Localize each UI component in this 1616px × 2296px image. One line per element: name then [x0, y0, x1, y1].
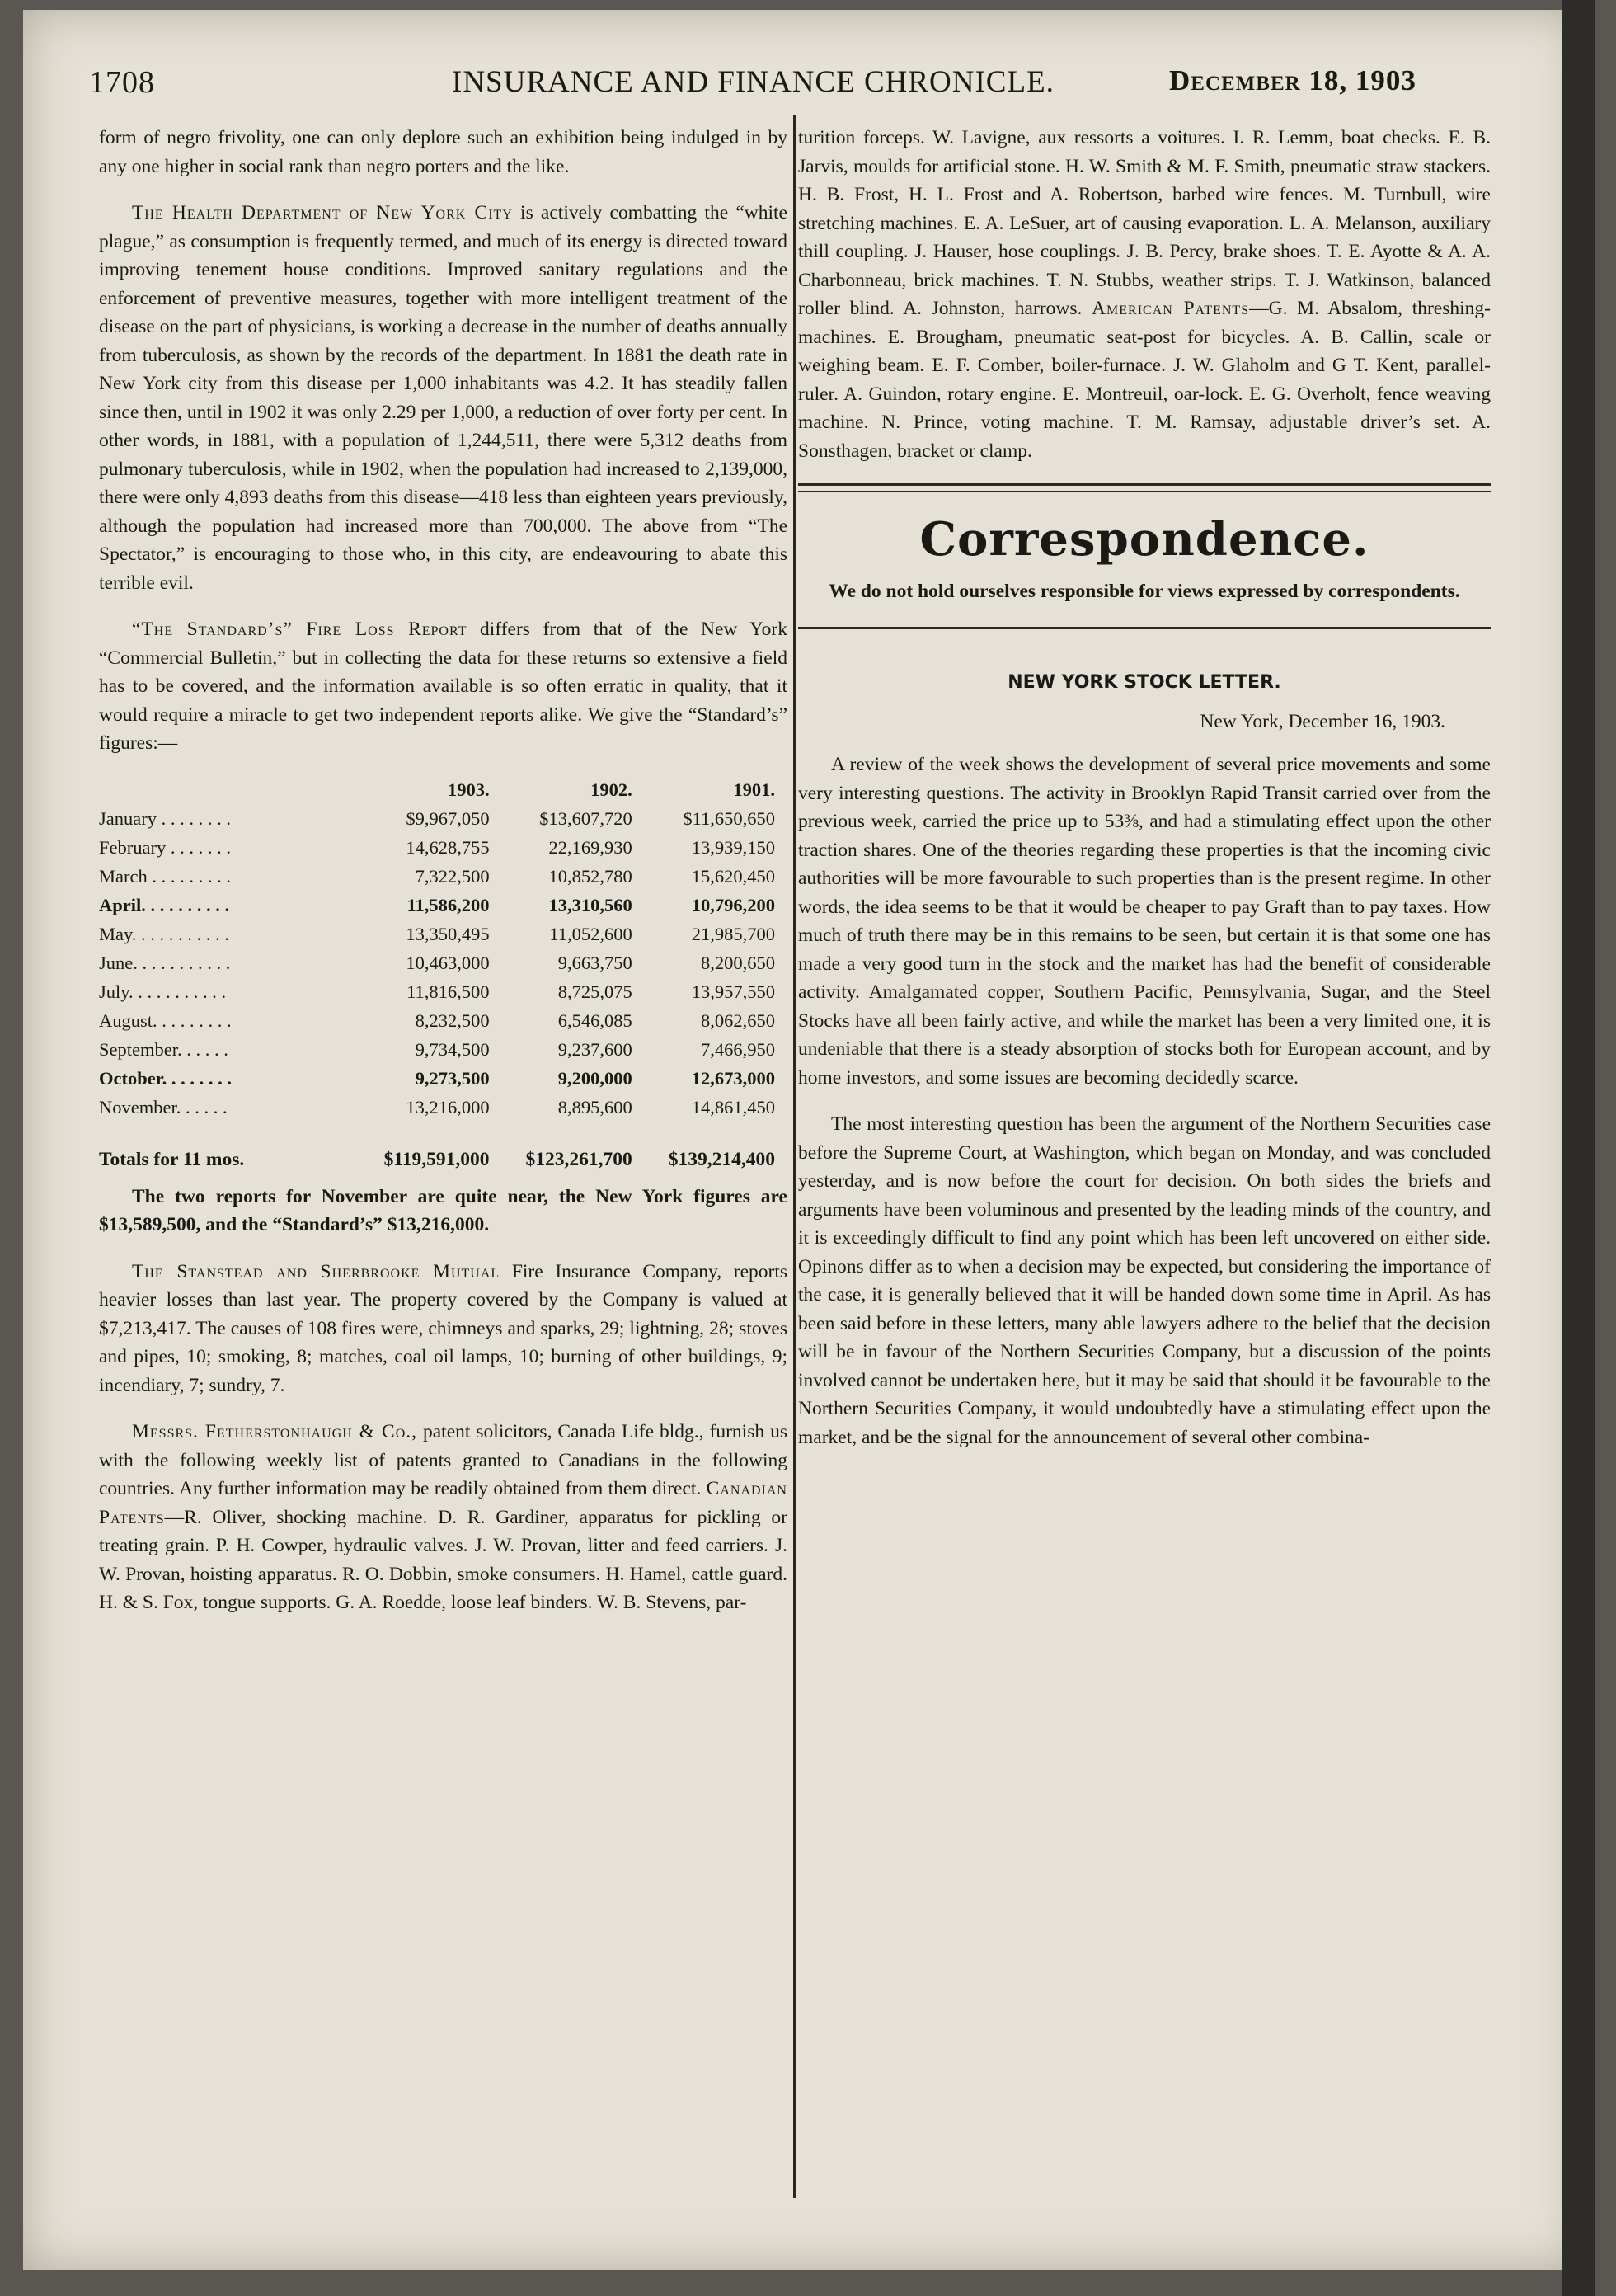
article-lead: Messrs. Fetherstonhaugh & Co.,	[132, 1421, 418, 1442]
column-divider	[793, 115, 796, 2198]
value-1902: 6,546,085	[557, 1009, 632, 1031]
table-header-cell: 1902.	[590, 779, 632, 800]
value-1903: 8,232,500	[415, 1009, 490, 1031]
table-row	[99, 863, 775, 892]
value-1903: 13,216,000	[406, 1096, 490, 1117]
month-cell: January . . . . . . . .	[99, 807, 231, 829]
value-1901: 13,939,150	[691, 836, 775, 858]
binding-edge	[1562, 0, 1595, 2296]
value-1902: 13,310,560	[548, 894, 632, 915]
article-body: Fire Insurance Company, reports heavier losses than last year. The property covered by the Company is valued at $7,213,417. The causes of 108 fires were, chimneys and sparks, 29; lightning, 28; stoves and pipes, 10; smoking, 8; matches, coal oil lamps, 10; burning of other buildings, 9; incendiary, 7; sundry, 7.	[99, 1260, 787, 1396]
page-header	[23, 41, 1581, 99]
page-number: 1708	[89, 65, 155, 100]
article-health-department	[99, 199, 787, 597]
article-lead: The Stanstead and Sherbrooke Mutual	[132, 1260, 500, 1282]
section-lead: American Patents	[1092, 298, 1250, 319]
article-lead: The Health Department of New York City	[132, 202, 513, 223]
value-1902: 11,052,600	[549, 923, 632, 944]
section-rule	[798, 483, 1491, 486]
value-1903: 11,816,500	[406, 981, 490, 1002]
article-lead: “The Standard’s” Fire Loss Report	[132, 619, 467, 640]
stock-letter-paragraph: The most interesting question has been the argument of the Northern Securities case before the Supreme Court, at Washington, which began on Monday, and was concluded yesterday, and is now before the court for decision. On both sides the briefs and arguments have been voluminous and presented by the leading minds of the country, and it is exceedingly difficult to find any point which has been left uncovered on either side. Opinons differ as to when a decision may be expected, but considering the importance of the case, it is generally believed that it will be handed down some time in April. As has been said before in these letters, many able lawyers adhere to the belief that the decision will be in favour of the Northern Securities Company, but a discussion of the points involved cannot be undertaken here, but it may be said that should it be favourable to the Northern Securities Company, it would undoubtedly have a stimulating effect upon the market, and be the signal for the announcement of several other combina-	[798, 1113, 1491, 1448]
value-1903: 14,628,755	[406, 836, 490, 858]
month-cell: April. . . . . . . . . .	[99, 894, 230, 915]
total-1901: $139,214,400	[668, 1148, 775, 1170]
stock-letter-paragraph: A review of the week shows the development of several price movements and some very interesting questions. The activity in Brooklyn Rapid Transit carried over from the previous week, carried the price up to 53⅜, and had a stimulating effect upon the other traction shares. One of the theories regarding these properties is that the incoming civic authorities will be more favourable to such properties than is the present regime. In other words, the idea seems to be that it would be cheaper to pay Graft than to pay taxes. How much of truth there may be in this remains to be seen, but certain it is that some one has made a very good turn in the stock and the market has had the benefit of considerable activity. Amalgamated copper, Southern Pacific, Pennsylvania, Sugar, and the Steel Stocks have all been fairly active, and while the market has been a very limited one, it is undeniable that there is a steady absorption of stocks both for European account, and by home investors, and some issues are becoming decidedly scarce.	[798, 754, 1491, 1089]
article-body: patent solicitors, Canada Life bldg., furnish us with the following weekly list of patents granted to Canadians in the following countries. Any further information may be readily obtained from them direct.	[99, 1421, 787, 1499]
value-1902: 10,852,780	[548, 865, 632, 887]
table-totals-row	[99, 1122, 775, 1174]
stock-letter-dateline: New York, December 16, 1903.	[1200, 710, 1445, 732]
month-cell: February . . . . . . .	[99, 836, 231, 858]
value-1901: 13,957,550	[691, 981, 775, 1002]
table-header-cell	[99, 776, 346, 805]
table-header-row	[99, 776, 775, 805]
value-1901: $11,650,650	[683, 807, 775, 829]
table-row	[99, 834, 775, 863]
value-1902: 9,663,750	[557, 952, 632, 973]
month-cell: October. . . . . . . .	[99, 1067, 233, 1089]
value-1903: 11,586,200	[406, 894, 490, 915]
table-row	[99, 920, 775, 949]
newspaper-page	[23, 10, 1581, 2270]
table-row	[99, 892, 775, 920]
article-patents-continued	[798, 124, 1491, 465]
publication-title: INSURANCE AND FINANCE CHRONICLE.	[452, 65, 1055, 99]
article-fire-loss-report	[99, 615, 787, 758]
table-header-cell: 1903.	[447, 779, 490, 800]
value-1901: 8,062,650	[701, 1009, 775, 1031]
value-1901: 7,466,950	[701, 1038, 775, 1060]
article-stanstead-sherbrooke	[99, 1258, 787, 1400]
value-1901: 14,861,450	[691, 1096, 775, 1117]
value-1902: 22,169,930	[548, 836, 632, 858]
value-1901: 8,200,650	[701, 952, 775, 973]
month-cell: September. . . . . .	[99, 1038, 228, 1060]
value-1901: 12,673,000	[691, 1067, 775, 1089]
issue-date: December 18, 1903	[1169, 64, 1416, 96]
fire-loss-table	[99, 776, 775, 1174]
article-body: turition forceps. W. Lavigne, aux ressorts a voitures. I. R. Lemm, boat checks. E. B. Jarvis, moulds for artificial stone. H. W. Smith & M. F. Smith, pneumatic straw stackers. H. B. Frost, H. L. Frost and A. Robertson, barbed wire fences. M. Turnbull, wire stretching machines. E. A. LeSuer, art of causing evaporation. L. A. Melanson, auxiliary thill coupling. J. Hauser, hose couplings. J. B. Percy, brake shoes. T. E. Ayotte & A. A. Charbonneau, brick machines. T. N. Stubbs, weather strips. T. J. Watkinson, balanced roller blind. A. Johnston, harrows.	[798, 127, 1491, 319]
total-1902: $123,261,700	[525, 1148, 632, 1170]
left-column	[99, 124, 787, 1635]
table-header-cell: 1901.	[733, 779, 775, 800]
table-row	[99, 1065, 775, 1094]
article-body: —G. M. Absalom, threshing-machines. E. Brougham, pneumatic seat-post for bicycles. A. B. Callin, scale or weighing beam. E. F. Comber, boiler-furnace. J. W. Glaholm and G T. Kent, parallel-ruler. A. Guindon, rotary engine. E. Montreuil, oar-lock. E. G. Overholt, fence weaving machine. N. Prince, voting machine. T. M. Ramsay, adjustable driver’s set. A. Sonsthagen, bracket or clamp.	[798, 298, 1491, 462]
table-row	[99, 1094, 775, 1122]
correspondence-heading: Correspondence.	[919, 512, 1369, 567]
correspondence-disclaimer: We do not hold ourselves responsible for views expressed by correspondents.	[829, 580, 1460, 602]
stock-letter-title: NEW YORK STOCK LETTER.	[1008, 672, 1281, 693]
month-cell: July. . . . . . . . . . .	[99, 981, 227, 1002]
value-1901: 15,620,450	[691, 865, 775, 887]
table-row	[99, 1036, 775, 1065]
table-row	[99, 949, 775, 978]
value-1903: 7,322,500	[415, 865, 490, 887]
section-lead: Canadian Patents	[99, 1478, 787, 1528]
value-1902: $13,607,720	[539, 807, 632, 829]
value-1903: 9,734,500	[415, 1038, 490, 1060]
article-body: is actively combatting the “white plague,” as consumption is frequently termed, and much of its energy is directed toward improving tenement house conditions. Improved sanitary regulations and the enforcement of preventive measures, together with more intelligent treatment of the disease on the part of physicians, is working a decrease in the number of deaths annually from tuberculosis, as shown by the records of the department. In 1881 the death rate in New York city from this disease per 1,000 inhabitants was 4.2. It has steadily fallen since then, until in 1902 it was only 2.29 per 1,000, a reduction of over forty per cent. In other words, in 1881, with a population of 1,244,511, there were 5,312 deaths from pulmonary tuberculosis, while in 1902, when the population had increased to 2,139,000, there were only 4,893 deaths from this disease—418 less than eighteen years previously, although the population had increased more than 700,000. The above from “The Spectator,” is encouraging to those who, in this city, are endeavouring to abate this terrible evil.	[99, 202, 787, 594]
month-cell: June. . . . . . . . . . .	[99, 952, 231, 973]
month-cell: November. . . . . .	[99, 1096, 228, 1117]
value-1903: $9,967,050	[406, 807, 490, 829]
value-1902: 8,895,600	[557, 1096, 632, 1117]
article-body: —R. Oliver, shocking machine. D. R. Gardiner, apparatus for pickling or treating grain. P. H. Cowper, hydraulic valves. J. W. Provan, litter and feed carriers. J. W. Provan, hoisting apparatus. R. O. Dobbin, smoke consumers. H. Hamel, cattle guard. H. & S. Fox, tongue supports. G. A. Roedde, loose leaf binders. W. B. Stevens, par-	[99, 1506, 787, 1613]
month-cell: March . . . . . . . . .	[99, 865, 231, 887]
month-cell: August. . . . . . . . .	[99, 1009, 232, 1031]
total-1903: $119,591,000	[383, 1148, 490, 1170]
value-1901: 21,985,700	[691, 923, 775, 944]
table-row	[99, 805, 775, 834]
right-column	[798, 124, 1491, 1470]
value-1903: 13,350,495	[406, 923, 490, 944]
article-patents	[99, 1418, 787, 1617]
value-1902: 8,725,075	[557, 981, 632, 1002]
table-row	[99, 1007, 775, 1036]
section-rule	[798, 627, 1491, 629]
value-1902: 9,237,600	[557, 1038, 632, 1060]
value-1902: 9,200,000	[557, 1067, 632, 1089]
table-row	[99, 978, 775, 1007]
article-body: differs from that of the New York “Commercial Bulletin,” but in collecting the data for these returns so extensive a field has to be covered, and the information available is so often erratic in quality, that it would require a miracle to get two independent reports alike. We give the “Standard’s” figures:—	[99, 619, 787, 754]
article-negro-frivolity: form of negro frivolity, one can only deplore such an exhibition being indulged in by any one higher in social rank than negro porters and the like.	[99, 127, 787, 177]
section-rule	[798, 491, 1491, 492]
article-november-comparison: The two reports for November are quite near, the New York figures are $13,589,500, and the “Standard’s” $13,216,000.	[99, 1185, 787, 1235]
totals-label: Totals for 11 mos.	[99, 1148, 245, 1170]
value-1903: 9,273,500	[415, 1067, 490, 1089]
value-1903: 10,463,000	[406, 952, 490, 973]
value-1901: 10,796,200	[691, 894, 775, 915]
month-cell: May. . . . . . . . . . .	[99, 923, 229, 944]
